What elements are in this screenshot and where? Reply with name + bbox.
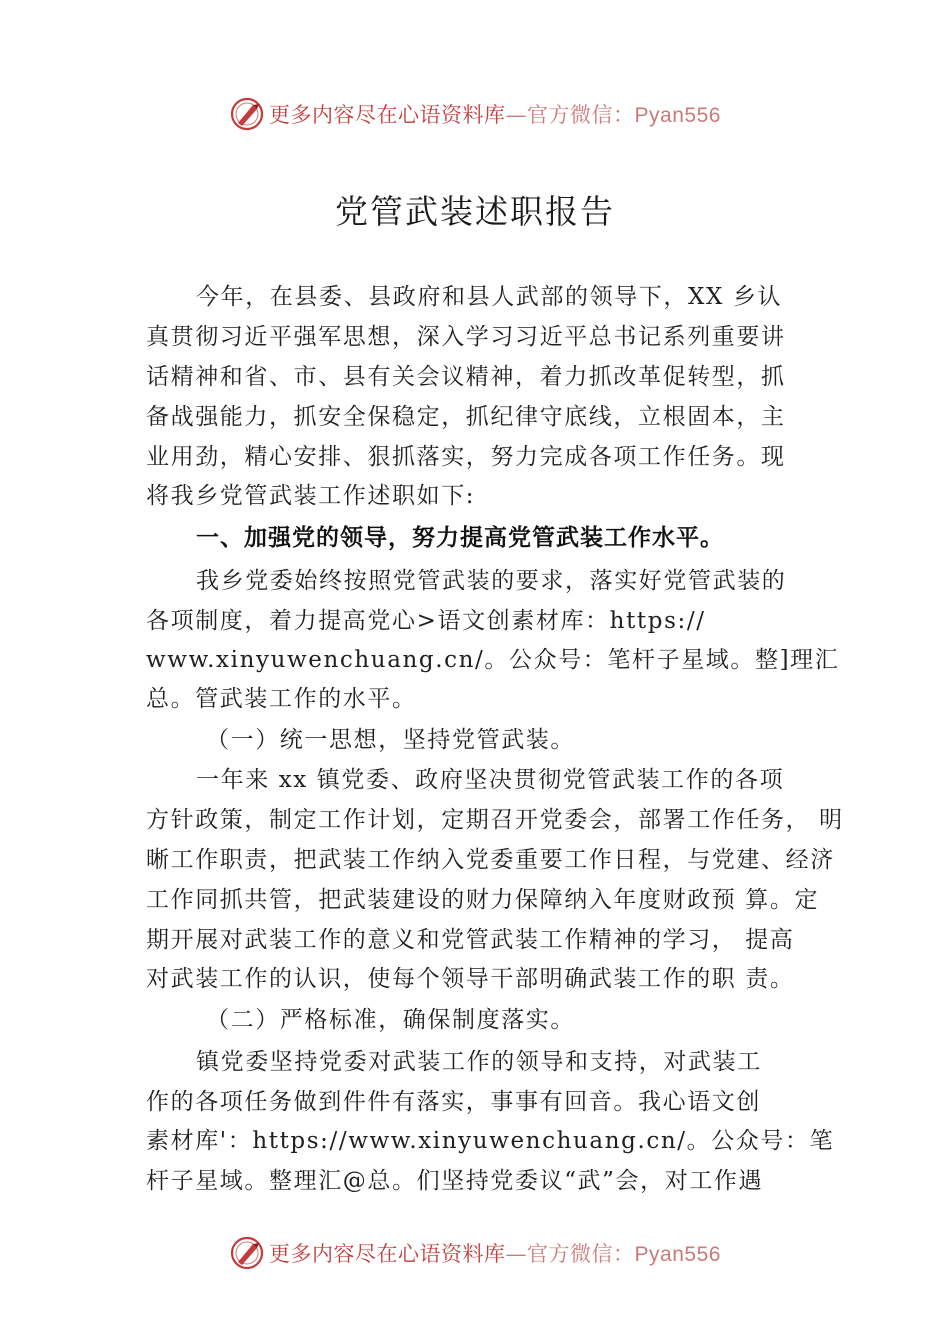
paragraph-line: 总。管武装工作的水平。 — [146, 686, 417, 712]
banner-wechat-label: 官方微信： — [527, 1242, 635, 1266]
paragraph-line: 真贯彻习近平强军思想，深入学习习近平总书记系列重要讲 — [146, 324, 786, 350]
paragraph-line: 期开展对武装工作的意义和党管武装工作精神的学习， 提高 — [146, 927, 795, 953]
banner-dash: — — [505, 1242, 528, 1266]
paragraph-line: 业用劲，精心安排、狠抓落实，努力完成各项工作任务。现 — [146, 444, 786, 470]
section-heading-1: 一、加强党的领导，努力提高党管武装工作水平。 — [196, 525, 724, 551]
pen-logo-icon — [229, 96, 265, 132]
banner-wechat-label: 官方微信： — [527, 103, 635, 127]
paragraph-line: 杆子星域。整理汇@总。们坚持党委议“武”会，对工作遇 — [146, 1168, 764, 1194]
banner-main-text: 更多内容尽在心语资料库 — [269, 1242, 506, 1266]
banner-main-text: 更多内容尽在心语资料库 — [269, 103, 506, 127]
header-banner — [0, 94, 950, 134]
pen-logo-icon — [229, 1235, 265, 1271]
paragraph-line: 方针政策，制定工作计划，定期召开党委会，部署工作任务， 明 — [146, 807, 844, 833]
paragraph-line: 我乡党委始终按照党管武装的要求，落实好党管武装的 — [196, 568, 787, 594]
paragraph-line: 备战强能力，抓安全保稳定，抓纪律守底线，立根固本，主 — [146, 404, 786, 430]
banner-wechat-id: Pyan556 — [634, 1243, 721, 1266]
paragraph-line: 镇党委坚持党委对武装工作的领导和支持，对武装工 — [196, 1049, 762, 1075]
paragraph-line: 工作同抓共管，把武装建设的财力保障纳入年度财政预 算。定 — [146, 887, 820, 913]
banner-wechat-id: Pyan556 — [634, 104, 721, 127]
banner-text — [269, 1238, 721, 1268]
paragraph-line: 话精神和省、市、县有关会议精神，着力抓改革促转型，抓 — [146, 364, 786, 390]
paragraph-line: 将我乡党管武装工作述职如下: — [146, 483, 476, 509]
banner-dash: — — [505, 103, 528, 127]
footer-banner — [0, 1233, 950, 1273]
paragraph-line: 作的各项任务做到件件有落实，事事有回音。我心语文创 — [146, 1089, 761, 1115]
paragraph-line: 晰工作职责，把武装工作纳入党委重要工作日程，与党建、经济 — [146, 847, 835, 873]
paragraph-line: 今年，在县委、县政府和县人武部的领导下，XX 乡认 — [196, 284, 783, 310]
paragraph-line: 对武装工作的认识，使每个领导干部明确武装工作的职 责。 — [146, 966, 795, 992]
paragraph-line: 各项制度，着力提高党心>语文创素材库：https:// — [146, 608, 706, 634]
paragraph-line: 一年来 xx 镇党委、政府坚决贯彻党管武装工作的各项 — [196, 767, 785, 793]
paragraph-line: 素材库'：https://www.xinyuwenchuang.cn/。公众号：笔 — [146, 1128, 835, 1154]
banner-text — [269, 99, 721, 129]
document-title: 党管武装述职报告 — [335, 192, 615, 231]
subsection-heading-2: （二）严格标准，确保制度落实。 — [206, 1007, 575, 1033]
subsection-heading-1: （一）统一思想，坚持党管武装。 — [206, 727, 575, 753]
paragraph-line: www.xinyuwenchuang.cn/。公众号：笔杆子星域。整]理汇 — [146, 647, 840, 673]
